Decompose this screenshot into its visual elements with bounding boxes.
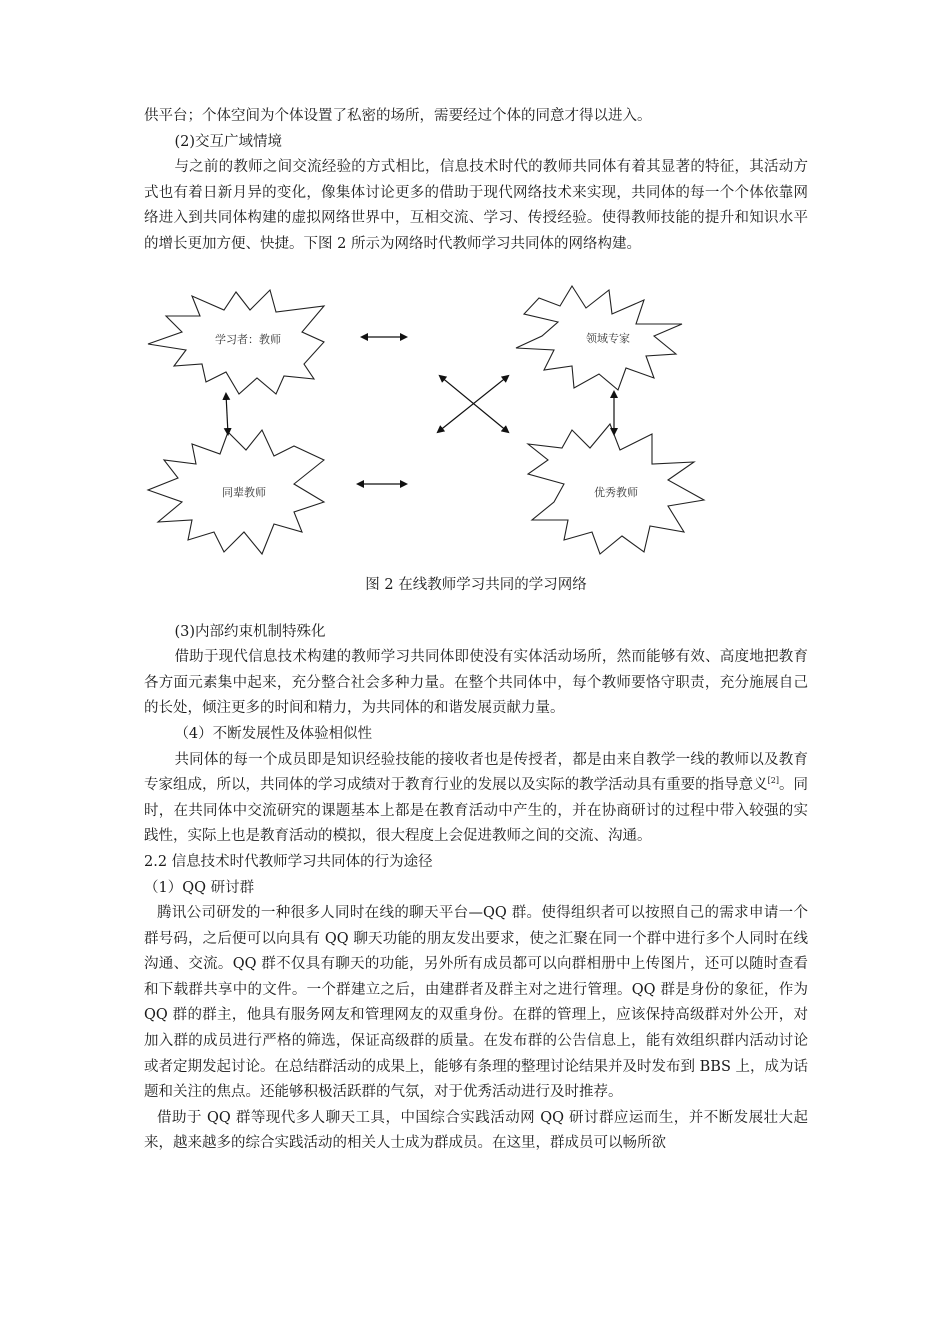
- node-label-excellent: 优秀教师: [594, 485, 638, 499]
- subsection-heading-qq: （1）QQ 研讨群: [144, 879, 255, 896]
- paragraph-interaction: 与之前的教师之间交流经验的方式相比，信息技术时代的教师共同体有着其显著的特征，其活动方式也有着日新月异的变化，像集体讨论更多的借助于现代网络技术来实现，共同体的每一个个体依靠网络进入到共同体构建的虚拟网络世界中，互相交流、学习、传授经验。使得教师技能的提升和知识水平的增长更加方便、快捷。下图 2 所示为网络时代教师学习共同体的网络构建。: [144, 159, 808, 252]
- node-label-expert: 领域专家: [586, 331, 630, 345]
- section-heading-4: （4）不断发展性及体验相似性: [174, 725, 373, 742]
- arrow-learner-peer: [226, 394, 228, 434]
- paragraph-qq-group: 腾讯公司研发的一种很多人同时在线的聊天平台—QQ 群。使得组织者可以按照自己的需求申请一个群号码，之后便可以向具有 QQ 聊天功能的朋友发出要求，使之汇聚在同一个群中进行多个人同时在线沟通、交流。QQ 群不仅具有聊天的功能，另外所有成员都可以向群相册中上传图片，还可以随时查看和下载群共享中的文件。一个群建立之后，由建群者及群主对之进行管理。QQ 群是身份的象征，作为 QQ 群的群主，他具有服务网友和管理网友的双重身份。在群的管理上，应该保持高级群对外公开，对加入群的成员进行严格的筛选，保证高级群的质量。在发布群的公告信息上，能有效组织群内活动讨论或者定期发起讨论。在总结群活动的成果上，能够有条理的整理讨论结果并及时发布到 BBS 上，成为话题和关注的焦点。还能够积极活跃群的气氛，对于优秀活动进行及时推荐。: [144, 905, 808, 1101]
- paragraph-continuation: 供平台；个体空间为个体设置了私密的场所，需要经过个体的同意才得以进入。: [144, 108, 652, 124]
- node-label-peer: 同辈教师: [222, 485, 266, 499]
- paragraph-development-text-a: 共同体的每一个成员即是知识经验技能的接收者也是传授者，都是由来自教学一线的教师以及教育专家组成，所以，共同体的学习成绩对于教育行业的发展以及实际的教学活动具有重要的指导意义: [144, 751, 808, 794]
- section-heading-2-2: 2.2 信息技术时代教师学习共同体的行为途径: [144, 853, 433, 870]
- section-heading-3: (3)内部约束机制特殊化: [174, 623, 326, 640]
- paragraph-development: [144, 748, 808, 850]
- network-diagram: [144, 284, 808, 570]
- section-heading-2: (2)交互广域情境: [174, 133, 282, 150]
- node-label-learner: 学习者：教师: [215, 332, 281, 346]
- paragraph-qq-research: 借助于 QQ 群等现代多人聊天工具，中国综合实践活动网 QQ 研讨群应运而生，并不断发展壮大起来，越来越多的综合实践活动的相关人士成为群成员。在这里，群成员可以畅所欲: [144, 1109, 808, 1152]
- citation-ref[interactable]: [2]: [767, 776, 779, 786]
- paragraph-development-text-b: 。同时，在共同体中交流研究的课题基本上都是在教育活动中产生的，并在协商研讨的过程中带入较强的实践性，实际上也是教育活动的模拟，很大程度上会促进教师之间的交流、沟通。: [144, 777, 809, 845]
- figure-caption: 图 2 在线教师学习共同的学习网络: [365, 576, 587, 593]
- paragraph-constraint: 借助于现代信息技术构建的教师学习共同体即使没有实体活动场所，然而能够有效、高度地把教育各方面元素集中起来，充分整合社会多种力量。在整个共同体中，每个教师要恪守职责，充分施展自己的长处，倾注更多的时间和精力，为共同体的和谐发展贡献力量。: [144, 649, 808, 717]
- document-body: [144, 104, 808, 1157]
- figure-learning-network: [144, 284, 808, 570]
